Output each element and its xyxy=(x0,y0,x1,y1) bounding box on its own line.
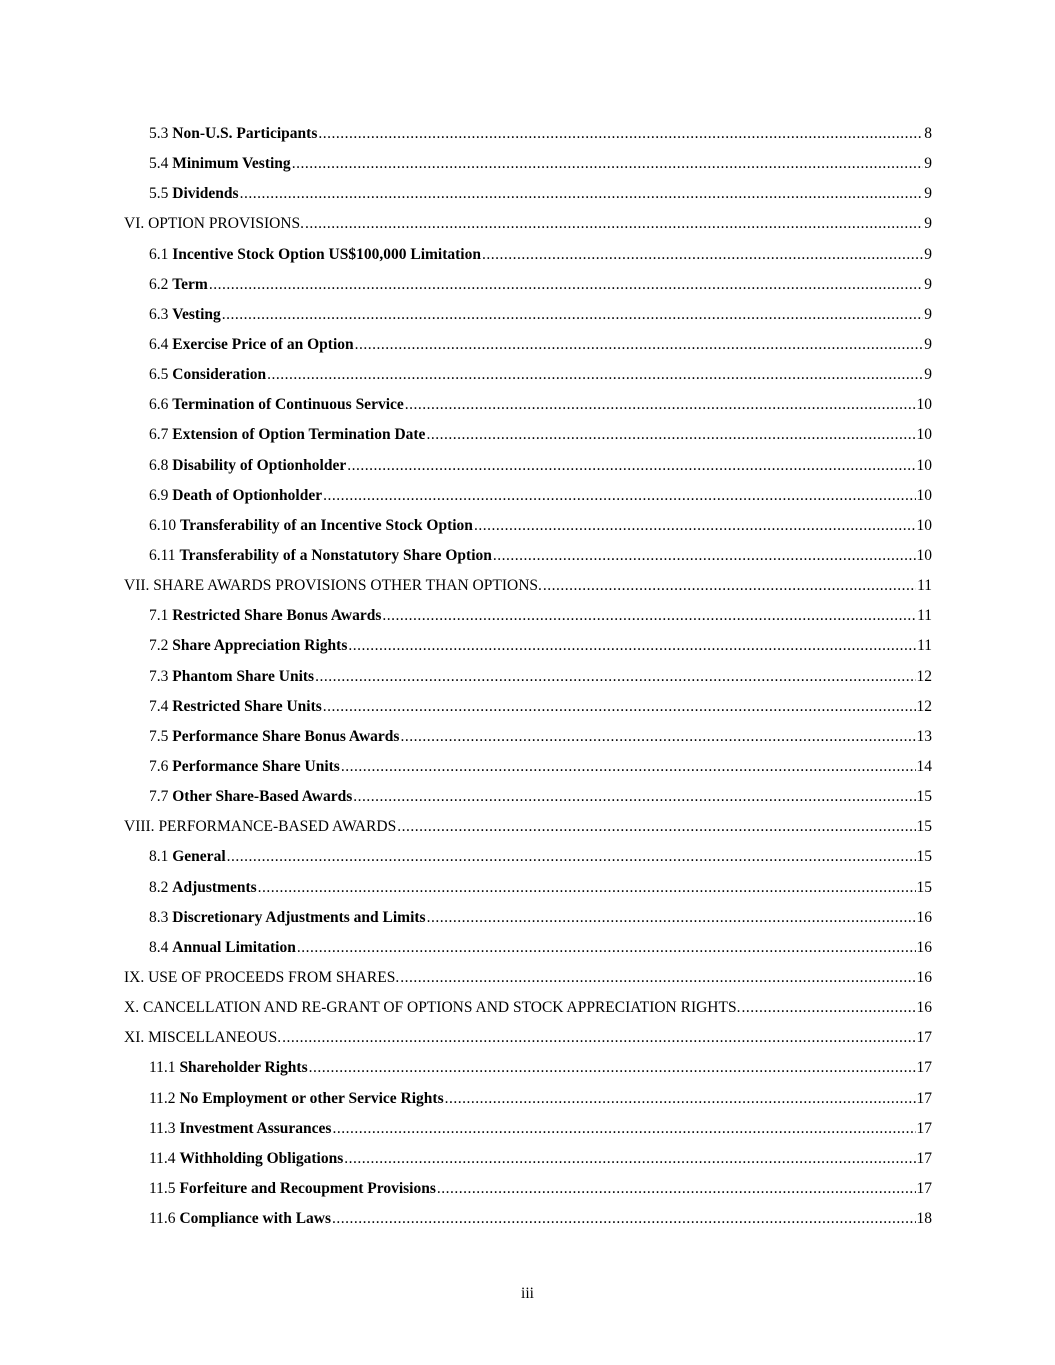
toc-entry-title: Termination of Continuous Service xyxy=(172,396,404,414)
toc-entry-page: 9 xyxy=(924,366,932,384)
toc-entry-page: 9 xyxy=(924,305,932,323)
toc-entry-page: 10 xyxy=(916,547,932,565)
toc-entry-page: 9 xyxy=(924,245,932,263)
toc-entry-title: Restricted Share Bonus Awards xyxy=(172,607,382,625)
toc-entry-title: Phantom Share Units xyxy=(172,667,315,685)
toc-entry-page: 17 xyxy=(916,1149,932,1167)
toc-dot-leader xyxy=(347,457,915,475)
toc-subsection-entry[interactable] xyxy=(124,179,932,209)
toc-subsection-entry[interactable] xyxy=(124,270,932,300)
toc-entry-number: 6.5 xyxy=(149,366,169,384)
toc-dot-leader xyxy=(474,517,916,535)
toc-entry-page: 9 xyxy=(924,155,932,173)
toc-dot-leader xyxy=(309,1059,916,1077)
toc-entry-title: Term xyxy=(172,275,208,293)
table-of-contents xyxy=(124,119,932,1234)
toc-dot-leader xyxy=(341,758,916,776)
toc-entry-page: 18 xyxy=(916,1210,932,1228)
toc-entry-title: Withholding Obligations xyxy=(179,1149,344,1167)
toc-subsection-entry[interactable] xyxy=(124,119,932,149)
toc-dot-leader xyxy=(282,1029,915,1047)
toc-dot-leader xyxy=(315,668,915,686)
toc-subsection-entry[interactable] xyxy=(124,149,932,179)
toc-entry-number: IX. xyxy=(124,969,145,986)
toc-subsection-entry[interactable] xyxy=(124,481,932,511)
toc-entry-title: Shareholder Rights xyxy=(179,1059,308,1077)
toc-entry-title: Non-U.S. Participants xyxy=(172,125,318,143)
toc-subsection-entry[interactable] xyxy=(124,722,932,752)
toc-entry-page: 12 xyxy=(916,667,932,685)
toc-dot-leader xyxy=(227,848,916,866)
toc-dot-leader xyxy=(222,306,923,324)
toc-entry-number: 7.7 xyxy=(149,788,169,806)
toc-dot-leader xyxy=(400,728,915,746)
toc-entry-number: 11.5 xyxy=(149,1179,176,1197)
toc-entry-page: 9 xyxy=(924,185,932,203)
toc-entry-title: Compliance with Laws xyxy=(179,1210,332,1228)
toc-entry-number: 6.10 xyxy=(149,516,177,534)
toc-subsection-entry[interactable] xyxy=(124,1144,932,1174)
toc-entry-number: 8.4 xyxy=(149,938,169,956)
toc-dot-leader xyxy=(437,1180,916,1198)
toc-entry-title: Share Appreciation Rights xyxy=(172,637,348,655)
toc-entry-number: 7.1 xyxy=(149,607,169,625)
toc-entry-page: 9 xyxy=(924,336,932,354)
toc-entry-number: 6.4 xyxy=(149,336,169,354)
toc-subsection-entry[interactable] xyxy=(124,631,932,661)
toc-entry-number: 8.1 xyxy=(149,848,169,866)
toc-entry-title: Transferability of an Incentive Stock Option xyxy=(180,516,473,534)
toc-entry-page: 8 xyxy=(924,125,932,143)
toc-entry-title: Forfeiture and Recoupment Provisions xyxy=(179,1179,436,1197)
toc-dot-leader xyxy=(482,246,923,264)
toc-entry-number: 11.4 xyxy=(149,1149,176,1167)
toc-entry-number: 7.2 xyxy=(149,637,169,655)
toc-entry-number: 6.1 xyxy=(149,245,169,263)
toc-entry-title: Incentive Stock Option US$100,000 Limitation xyxy=(172,245,481,263)
toc-entry-page: 9 xyxy=(924,215,932,233)
toc-dot-leader xyxy=(305,215,923,233)
toc-entry-number: 6.7 xyxy=(149,426,169,444)
toc-subsection-entry[interactable] xyxy=(124,1174,932,1204)
toc-entry-title: MISCELLANEOUS. xyxy=(148,1029,282,1047)
toc-dot-leader xyxy=(323,698,916,716)
toc-entry-page: 10 xyxy=(916,396,932,414)
toc-entry-page: 15 xyxy=(916,878,932,896)
toc-entry-title: Other Share-Based Awards xyxy=(172,788,353,806)
toc-entry-number: 11.3 xyxy=(149,1119,176,1137)
toc-dot-leader xyxy=(318,125,923,143)
toc-dot-leader xyxy=(355,336,924,354)
toc-entry-page: 17 xyxy=(916,1119,932,1137)
toc-entry-page: 9 xyxy=(924,275,932,293)
toc-entry-title: Performance Share Units xyxy=(172,758,340,776)
toc-dot-leader xyxy=(258,879,916,897)
toc-dot-leader xyxy=(426,426,915,444)
toc-entry-number: 6.11 xyxy=(149,547,176,565)
toc-dot-leader xyxy=(353,788,915,806)
toc-entry-number: 6.8 xyxy=(149,456,169,474)
toc-entry-title: No Employment or other Service Rights xyxy=(179,1089,444,1107)
toc-subsection-entry[interactable] xyxy=(124,240,932,270)
toc-subsection-entry[interactable] xyxy=(124,1114,932,1144)
toc-section-entry[interactable] xyxy=(124,209,932,239)
toc-entry-page: 14 xyxy=(916,758,932,776)
page-number: iii xyxy=(521,1285,534,1302)
toc-entry-page: 15 xyxy=(916,848,932,866)
toc-entry-number: 5.3 xyxy=(149,125,169,143)
toc-entry-number: 8.3 xyxy=(149,908,169,926)
toc-entry-number: 6.9 xyxy=(149,486,169,504)
toc-entry-page: 16 xyxy=(916,938,932,956)
toc-entry-page: 10 xyxy=(916,486,932,504)
toc-subsection-entry[interactable] xyxy=(124,933,932,963)
toc-entry-title: Investment Assurances xyxy=(179,1119,332,1137)
toc-entry-page: 17 xyxy=(916,1179,932,1197)
toc-entry-number: X. xyxy=(124,999,140,1017)
toc-entry-title: Annual Limitation xyxy=(172,938,296,956)
toc-entry-page: 15 xyxy=(916,788,932,806)
toc-dot-leader xyxy=(332,1210,915,1228)
toc-entry-title: Transferability of a Nonstatutory Share Option xyxy=(179,547,492,565)
toc-entry-number: 11.1 xyxy=(149,1059,176,1077)
toc-entry-number: VI. xyxy=(124,215,145,233)
toc-entry-title: General xyxy=(172,848,226,866)
toc-subsection-entry[interactable] xyxy=(124,360,932,390)
toc-entry-title: USE OF PROCEEDS FROM SHARES. xyxy=(148,969,400,986)
toc-subsection-entry[interactable] xyxy=(124,1084,932,1114)
toc-entry-page: 17 xyxy=(916,1059,932,1077)
toc-section-entry[interactable] xyxy=(124,963,932,993)
toc-entry-number: 6.2 xyxy=(149,275,169,293)
toc-subsection-entry[interactable] xyxy=(124,782,932,812)
toc-entry-page: 16 xyxy=(916,969,932,986)
toc-dot-leader xyxy=(344,1150,915,1168)
toc-dot-leader xyxy=(382,607,916,625)
toc-section-entry[interactable] xyxy=(124,571,932,601)
toc-subsection-entry[interactable] xyxy=(124,390,932,420)
toc-entry-page: 12 xyxy=(916,697,932,715)
toc-entry-number: VII. xyxy=(124,577,150,595)
toc-entry-page: 17 xyxy=(916,1089,932,1107)
toc-entry-page: 16 xyxy=(916,908,932,926)
toc-subsection-entry[interactable] xyxy=(124,511,932,541)
toc-dot-leader xyxy=(543,577,916,595)
toc-entry-page: 17 xyxy=(916,1029,932,1047)
toc-entry-number: 7.3 xyxy=(149,667,169,685)
toc-dot-leader xyxy=(323,487,915,505)
toc-entry-number: 11.2 xyxy=(149,1089,176,1107)
toc-dot-leader xyxy=(267,366,923,384)
toc-entry-page: 11 xyxy=(917,637,932,655)
toc-subsection-entry[interactable] xyxy=(124,873,932,903)
toc-entry-page: 11 xyxy=(917,607,932,625)
toc-entry-page: 16 xyxy=(916,999,932,1017)
toc-entry-number: 6.3 xyxy=(149,305,169,323)
toc-subsection-entry[interactable] xyxy=(124,451,932,481)
toc-dot-leader xyxy=(348,637,916,655)
toc-dot-leader xyxy=(741,999,915,1017)
toc-entry-title: Adjustments xyxy=(172,878,257,896)
toc-entry-page: 15 xyxy=(916,818,932,836)
toc-dot-leader xyxy=(240,185,924,203)
toc-subsection-entry[interactable] xyxy=(124,1053,932,1083)
toc-subsection-entry[interactable] xyxy=(124,842,932,872)
toc-subsection-entry[interactable] xyxy=(124,662,932,692)
toc-entry-number: 11.6 xyxy=(149,1210,176,1228)
toc-entry-title: Death of Optionholder xyxy=(172,486,323,504)
toc-subsection-entry[interactable] xyxy=(124,692,932,722)
toc-section-entry[interactable] xyxy=(124,993,932,1023)
toc-dot-leader xyxy=(397,818,915,836)
toc-entry-number: 8.2 xyxy=(149,878,169,896)
toc-entry-title: CANCELLATION AND RE-GRANT OF OPTIONS AND STOCK APPRECIATION RIGHTS. xyxy=(142,999,741,1017)
toc-entry-title: Minimum Vesting xyxy=(172,155,291,173)
toc-entry-number: 7.4 xyxy=(149,697,169,715)
toc-entry-title: Vesting xyxy=(172,305,221,323)
toc-entry-title: SHARE AWARDS PROVISIONS OTHER THAN OPTIONS. xyxy=(153,577,542,595)
toc-entry-page: 10 xyxy=(916,426,932,444)
toc-entry-number: VIII. xyxy=(124,818,155,836)
toc-dot-leader xyxy=(445,1090,916,1108)
toc-dot-leader xyxy=(297,939,916,957)
toc-entry-title: Dividends xyxy=(172,185,239,203)
toc-subsection-entry[interactable] xyxy=(124,903,932,933)
toc-entry-title: Consideration xyxy=(172,366,267,384)
toc-dot-leader xyxy=(427,909,916,927)
toc-dot-leader xyxy=(292,155,924,173)
toc-entry-title: Exercise Price of an Option xyxy=(172,336,354,354)
toc-entry-number: 5.5 xyxy=(149,185,169,203)
toc-entry-page: 10 xyxy=(916,516,932,534)
toc-subsection-entry[interactable] xyxy=(124,420,932,450)
toc-entry-number: XI. xyxy=(124,1029,145,1047)
toc-entry-title: Disability of Optionholder xyxy=(172,456,347,474)
toc-entry-title: Performance Share Bonus Awards xyxy=(172,727,400,745)
toc-dot-leader xyxy=(405,396,916,414)
toc-entry-title: Restricted Share Units xyxy=(172,697,322,715)
toc-dot-leader xyxy=(400,969,915,987)
toc-entry-number: 7.6 xyxy=(149,758,169,776)
toc-entry-page: 11 xyxy=(917,577,932,595)
toc-section-entry[interactable] xyxy=(124,812,932,842)
toc-subsection-entry[interactable] xyxy=(124,752,932,782)
toc-dot-leader xyxy=(493,547,916,565)
toc-subsection-entry[interactable] xyxy=(124,330,932,360)
toc-entry-page: 13 xyxy=(916,727,932,745)
toc-entry-number: 7.5 xyxy=(149,727,169,745)
toc-subsection-entry[interactable] xyxy=(124,300,932,330)
toc-entry-number: 6.6 xyxy=(149,396,169,414)
toc-entry-title: Extension of Option Termination Date xyxy=(172,426,426,444)
toc-entry-number: 5.4 xyxy=(149,155,169,173)
toc-entry-title: OPTION PROVISIONS. xyxy=(148,215,304,233)
toc-entry-title: PERFORMANCE-BASED AWARDS xyxy=(158,818,397,836)
toc-dot-leader xyxy=(332,1120,915,1138)
toc-subsection-entry[interactable] xyxy=(124,1204,932,1234)
toc-dot-leader xyxy=(209,276,923,294)
toc-section-entry[interactable] xyxy=(124,1023,932,1053)
toc-subsection-entry[interactable] xyxy=(124,541,932,571)
toc-entry-page: 10 xyxy=(916,456,932,474)
toc-subsection-entry[interactable] xyxy=(124,601,932,631)
toc-entry-title: Discretionary Adjustments and Limits xyxy=(172,908,426,926)
